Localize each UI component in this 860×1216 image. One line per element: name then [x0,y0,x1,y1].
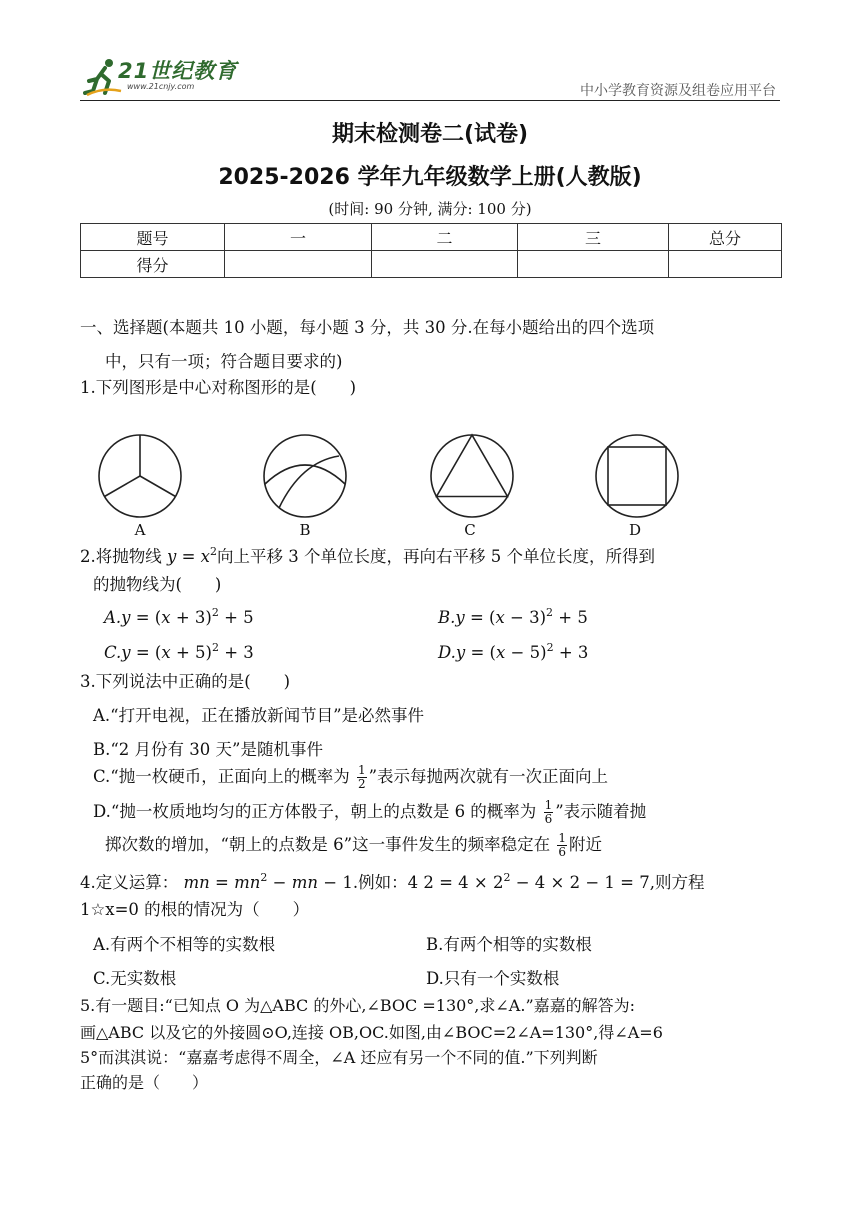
q3-option-d-text: D.“抛一枚质地均匀的正方体骰子，朝上的点数是 6 的概率为 [93,802,542,821]
question-5-stem-cont: 画△ABC 以及它的外接圆⊙O,连接 OB,OC.如图,由∠BOC=2∠A=130°,得∠A=6 [80,1023,663,1042]
figure-label-a: A [134,521,146,539]
question-2-stem: 2.将抛物线 $y = x^2$向上平移 3 个单位长度，再向右平移 5 个单位长度，所得到 [80,545,655,566]
exam-time-info: (时间: 90 分钟, 满分: 100 分) [328,200,532,218]
q2-stem-part: 2.将抛物线 [80,547,167,566]
q3-option-c-text: ”表示每抛两次就有一次正面向上 [368,767,609,786]
section-heading-cont: 中，只有一项；符合题目要求的) [105,352,343,371]
q2-option-c: $C.y = (x + 5)^2 + 3$ [104,641,254,662]
question-4-stem-cont: 1☆x=0 的根的情况为（ ） [80,900,310,919]
q4-option-d: D.只有一个实数根 [426,969,560,988]
q4-stem-part: 4.定义运算： [80,873,179,892]
question-5-stem-cont: 5°而淇淇说：“嘉嘉考虑得不周全，∠A 还应有另一个不同的值.”下列判断 [80,1048,598,1067]
question-1-stem: 1.下列图形是中心对称图形的是( ) [80,378,357,397]
question-5-stem: 5.有一题目:“已知点 O 为△ABC 的外心,∠BOC =130°,求∠A.”嘉嘉的解答为: [80,996,636,1015]
question-5-stem-cont: 正确的是（ ） [80,1073,209,1092]
q4-option-a: A.有两个不相等的实数根 [93,935,276,954]
table-cell: 总分 [669,224,782,251]
q2-stem-part: 向上平移 3 个单位长度，再向右平移 5 个单位长度，所得到 [216,547,655,566]
table-cell: 题号 [81,224,225,251]
question-3-stem: 3.下列说法中正确的是( ) [80,672,291,691]
q2-option-b: $B.y = (x - 3)^2 + 5$ [438,606,588,627]
table-cell [518,251,669,278]
question-2-stem-cont: 的抛物线为( ) [93,575,222,594]
q3-option-d-cont [105,831,602,859]
q3-option-d [93,798,646,826]
score-table [80,223,782,278]
header-tagline: 中小学教育资源及组卷应用平台 [580,83,776,99]
logo-url: www.21cnjy.com [127,82,195,91]
table-cell [225,251,372,278]
table-cell: 得分 [81,251,225,278]
section-heading: 一、选择题(本题共 10 小题，每小题 3 分，共 30 分.在每小题给出的四个选项 [80,318,655,337]
figure-c-circle-inscribed-triangle [428,432,516,520]
q2-option-a: $A.y = (x + 3)^2 + 5$ [104,606,254,627]
exam-subtitle: 2025-2026 学年九年级数学上册(人教版) [218,165,642,190]
exam-title: 期末检测卷二(试卷) [331,122,529,147]
fraction-one-sixth: $\frac{1}{6}$ [544,798,553,826]
score-table-row-header [81,224,782,251]
q3-option-c-text: C.“抛一枚硬币，正面向上的概率为 [93,767,355,786]
q3-option-b: B.“2 月份有 30 天”是随机事件 [93,740,323,759]
q4-stem-part: .例如：4 [352,873,424,892]
fraction-one-sixth: $\frac{1}{6}$ [558,831,566,859]
header-divider [80,100,780,101]
fraction-one-half: $\frac{1}{2}$ [357,763,366,791]
question-4-stem: 4.定义运算： mn = $mn^2$ − mn − 1.例如：4 $2 = 4 \times 2^2 - 4 \times 2 - 1 = 7$,则方程 [80,871,705,892]
logo-text: 21世纪教育 [118,59,238,83]
table-cell [372,251,518,278]
table-cell: 一 [225,224,372,251]
figure-label-c: C [464,521,476,539]
table-cell: 二 [372,224,518,251]
table-cell [669,251,782,278]
figure-label-b: B [299,521,311,539]
figure-d-circle-inscribed-square [593,432,681,520]
q4-option-c: C.无实数根 [93,969,177,988]
q4-option-b: B.有两个相等的实数根 [426,935,592,954]
q3-option-d-text: ”表示随着抛 [555,802,647,821]
q4-stem-part: ,则方程 [649,873,705,892]
q2-equation: y [167,547,177,566]
q3-option-d-text: 掷次数的增加，“朝上的点数是 6”这一事件发生的频率稳定在 [105,835,556,854]
q3-option-a: A.“打开电视，正在播放新闻节目”是必然事件 [93,706,425,725]
q2-option-d: $D.y = (x - 5)^2 + 3$ [438,641,589,662]
table-cell: 三 [518,224,669,251]
q3-option-c [93,763,608,791]
q3-option-d-text: 附近 [569,835,602,854]
logo-runner-icon [83,57,123,97]
score-table-row-scores [81,251,782,278]
figure-a-circle-three-radii [96,432,184,520]
figure-b-circle-two-arcs [261,432,349,520]
figure-label-d: D [628,521,642,539]
